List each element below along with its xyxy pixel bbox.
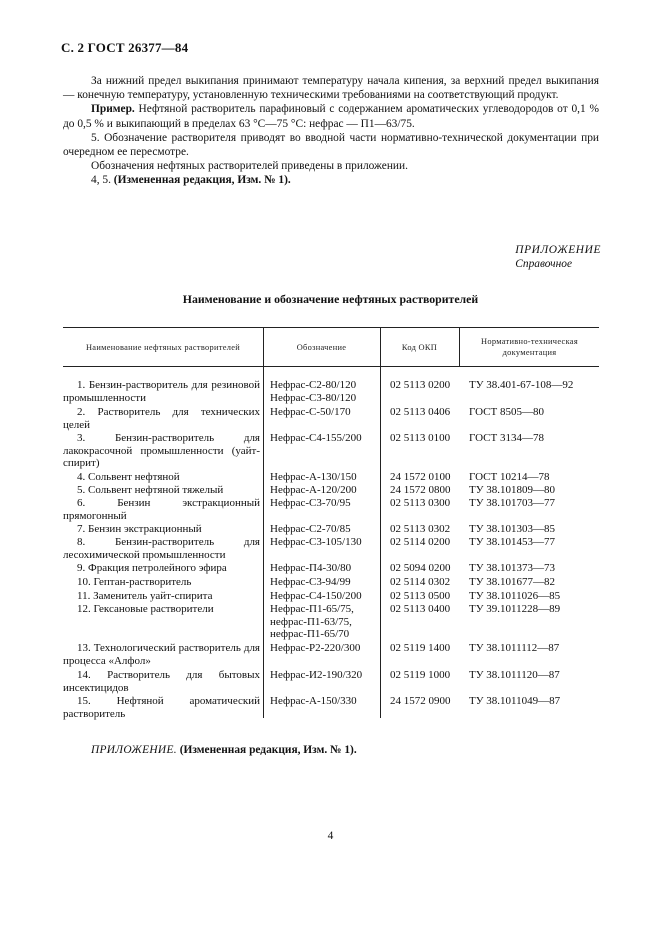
row-designation: Нефрас-С2-70/85 <box>270 523 351 535</box>
paragraph-amendment <box>63 173 599 187</box>
page-number: 4 <box>327 830 334 842</box>
paragraph-5: 5. Обозначение растворителя приводят во вводной части нормативно-технической документации при очередном ее пересмотре. <box>63 131 599 159</box>
row-docs: ТУ 38.101703—77 <box>469 497 556 509</box>
row-okp: 24 1572 0100 <box>390 471 451 483</box>
row-designation: Нефрас-И2-190/320 <box>270 669 363 681</box>
row-okp: 02 5113 0200 <box>390 379 451 391</box>
appendix-title: ПРИЛОЖЕНИЕ <box>515 244 601 256</box>
row-docs: ТУ 38.1011120—87 <box>469 669 560 681</box>
row-designation: Нефрас-А-130/150 <box>270 471 357 483</box>
row-okp: 24 1572 0800 <box>390 484 451 496</box>
row-docs: ТУ 38.101453—77 <box>469 536 556 548</box>
row-name: 12. Гексановые растворители <box>77 603 214 615</box>
row-okp: 02 5114 0302 <box>390 576 451 588</box>
footnote-amendment: (Измененная редакция, Изм. № 1). <box>179 744 357 756</box>
row-docs: ТУ 39.1011228—89 <box>469 603 561 615</box>
row-name: 9. Фракция петролейного эфира <box>77 562 227 574</box>
row-designation: Нефрас-С3-94/99 <box>270 576 351 588</box>
row-name: 1. Бензин-растворитель для резиновой промышленности <box>63 379 260 404</box>
row-designation: Нефрас-А-120/200 <box>270 484 357 496</box>
row-okp: 02 5113 0302 <box>390 523 451 535</box>
header-docs: Нормативно-техническая документация <box>481 337 578 357</box>
row-name: 14. Растворитель для бытовых инсектицидов <box>63 669 260 694</box>
row-docs: ТУ 38.1011112—87 <box>469 642 560 654</box>
row-okp: 02 5119 1400 <box>390 642 451 654</box>
row-okp: 02 5113 0406 <box>390 406 451 418</box>
row-name: 2. Растворитель для технических целей <box>63 406 260 431</box>
row-docs: ТУ 38.1011026—85 <box>469 590 561 602</box>
paragraph-boiling-limits: За нижний предел выкипания принимают температуру начала кипения, за верхний предел выкипания — конечную температуру, установленную техническими требованиями на соответствующий продукт. <box>63 75 599 102</box>
row-designation: Нефрас-С4-155/200 <box>270 432 362 444</box>
paragraph-designations: Обозначения нефтяных растворителей приведены в приложении. <box>91 160 408 173</box>
table-divider-1 <box>263 327 264 718</box>
paragraph-example <box>63 102 599 130</box>
footnote-appendix: ПРИЛОЖЕНИЕ. <box>91 744 177 756</box>
row-designation: Нефрас-С3-105/130 <box>270 536 362 548</box>
row-name: 5. Сольвент нефтяной тяжелый <box>77 484 224 496</box>
row-name: 11. Заменитель уайт-спирита <box>77 590 213 602</box>
example-text: Нефтяной растворитель парафиновый с содержанием ароматических углеводородов от 0,1 % до 0,5 % и выкипающий в пределах 63 °С—75 °С: нефрас — П1—63/75. <box>63 103 599 130</box>
row-designation: Нефрас-Р2-220/300 <box>270 642 361 654</box>
row-okp: 02 5114 0200 <box>390 536 451 548</box>
amendment-prefix: 4, 5. <box>91 174 111 187</box>
row-docs: ТУ 38.401-67-108—92 <box>469 379 574 391</box>
table-top-rule <box>63 327 599 328</box>
row-name: 4. Сольвент нефтяной <box>77 471 180 483</box>
row-designation: Нефрас-С4-150/200 <box>270 590 362 602</box>
row-designation: Нефрас-А-150/330 <box>270 695 357 707</box>
appendix-amendment-note <box>91 744 357 756</box>
row-docs: ТУ 38.101677—82 <box>469 576 556 588</box>
header-okp: Код ОКП <box>401 343 438 352</box>
row-docs: ТУ 38.101809—80 <box>469 484 556 496</box>
row-name: 3. Бензин-растворитель для лакокрасочной промышленности (уайт-спирит) <box>63 432 260 470</box>
table-divider-2 <box>380 327 381 718</box>
row-docs: ТУ 38.101373—73 <box>469 562 556 574</box>
table-header-rule <box>63 366 599 367</box>
row-designation: Нефрас-П1-65/75, нефрас-П1-63/75, нефрас-П1-65/70 <box>270 603 354 641</box>
row-okp: 02 5119 1000 <box>390 669 451 681</box>
row-okp: 02 5113 0500 <box>390 590 451 602</box>
appendix-label <box>515 243 601 271</box>
row-docs: ГОСТ 3134—78 <box>469 432 544 444</box>
row-designation: Нефрас-П4-30/80 <box>270 562 352 574</box>
example-label: Пример. <box>91 103 135 116</box>
appendix-subtitle: Справочное <box>515 258 572 270</box>
body-text <box>63 74 599 188</box>
row-okp: 02 5094 0200 <box>390 562 451 574</box>
row-okp: 24 1572 0900 <box>390 695 451 707</box>
row-okp: 02 5113 0100 <box>390 432 451 444</box>
row-name: 8. Бензин-растворитель для лесохимической промышленности <box>63 536 260 561</box>
row-name: 15. Нефтяной ароматический растворитель <box>63 695 260 720</box>
row-name: 7. Бензин экстракционный <box>77 523 202 535</box>
row-name: 6. Бензин экстракционный прямогонный <box>63 497 260 522</box>
header-name: Наименование нефтяных растворителей <box>85 343 241 352</box>
table-title: Наименование и обозначение нефтяных растворителей <box>182 292 479 306</box>
row-docs: ТУ 38.101303—85 <box>469 523 556 535</box>
row-okp: 02 5113 0400 <box>390 603 451 615</box>
row-designation: Нефрас-С2-80/120 Нефрас-С3-80/120 <box>270 379 357 404</box>
row-docs: ГОСТ 8505—80 <box>469 406 544 418</box>
row-name: 13. Технологический растворитель для процесса «Алфол» <box>63 642 260 667</box>
table-divider-3 <box>459 327 460 367</box>
page-header: С. 2 ГОСТ 26377—84 <box>61 40 189 55</box>
header-designation: Обозначение <box>296 343 347 352</box>
row-docs: ТУ 38.1011049—87 <box>469 695 561 707</box>
row-designation: Нефрас-С-50/170 <box>270 406 351 418</box>
row-name: 10. Гептан-растворитель <box>77 576 192 588</box>
row-docs: ГОСТ 10214—78 <box>469 471 550 483</box>
amendment-note: (Измененная редакция, Изм. № 1). <box>113 174 291 187</box>
row-designation: Нефрас-С3-70/95 <box>270 497 351 509</box>
row-okp: 02 5113 0300 <box>390 497 451 509</box>
